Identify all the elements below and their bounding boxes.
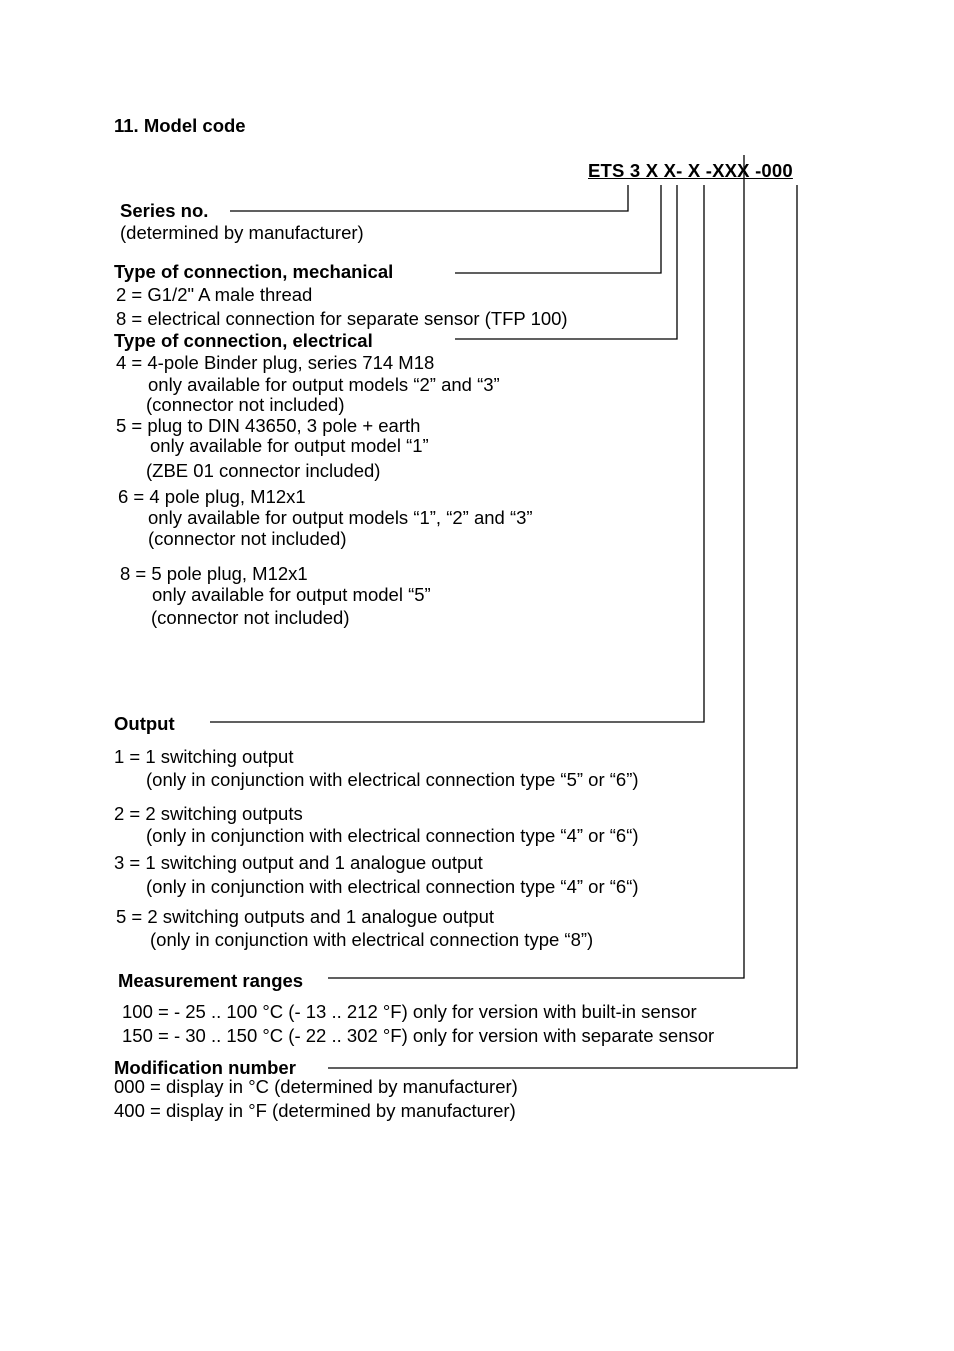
output-item-note: (only in conjunction with electrical connection type “4” or “6“) [146,825,639,846]
output-item-note: (only in conjunction with electrical connection type “5” or “6”) [146,769,639,790]
output-item-note: (only in conjunction with electrical connection type “4” or “6“) [146,876,639,897]
series-heading: Series no. [120,200,209,221]
electrical-item-code: 4 = 4-pole Binder plug, series 714 M18 [116,352,435,373]
electrical-item-note: (connector not included) [148,528,347,549]
ranges-heading: Measurement ranges [118,970,304,991]
electrical-item-note: only available for output model “5” [152,584,431,605]
series-note: (determined by manufacturer) [120,222,364,243]
output-item-note: (only in conjunction with electrical connection type “8”) [150,929,594,950]
ranges-item: 150 = - 30 .. 150 °C (- 22 .. 302 °F) only for version with separate sensor [122,1025,715,1046]
output-item-code: 5 = 2 switching outputs and 1 analogue output [116,906,494,927]
electrical-item-note: (connector not included) [151,607,350,628]
electrical-item-code: 5 = plug to DIN 43650, 3 pole + earth [116,415,421,436]
modification-heading: Modification number [114,1057,296,1078]
output-heading: Output [114,713,175,734]
mechanical-item: 2 = G1/2" A male thread [116,284,313,305]
series-connector [230,185,628,211]
modification-item: 400 = display in °F (determined by manufacturer) [114,1100,516,1121]
output-item-code: 2 = 2 switching outputs [114,803,303,824]
ranges-item: 100 = - 25 .. 100 °C (- 13 .. 212 °F) only for version with built-in sensor [122,1001,697,1022]
electrical-heading: Type of connection, electrical [114,330,373,351]
electrical-item-code: 6 = 4 pole plug, M12x1 [118,486,306,507]
modification-item: 000 = display in °C (determined by manufacturer) [114,1076,518,1097]
electrical-item-note: (ZBE 01 connector included) [146,460,381,481]
electrical-item-code: 8 = 5 pole plug, M12x1 [120,563,308,584]
mechanical-connector [455,185,661,273]
electrical-item-note: only available for output models “2” and “3” [148,374,500,395]
section-title: 11. Model code [114,115,246,136]
model-code: ETS 3 X X- X -XXX -000 [588,160,793,181]
electrical-item-note: only available for output models “1”, “2” and “3” [148,507,533,528]
electrical-item-note: only available for output model “1” [150,435,429,456]
mechanical-item: 8 = electrical connection for separate sensor (TFP 100) [116,308,568,329]
output-item-code: 1 = 1 switching output [114,746,294,767]
output-item-code: 3 = 1 switching output and 1 analogue output [114,852,483,873]
mechanical-heading: Type of connection, mechanical [114,261,394,282]
electrical-item-note: (connector not included) [146,394,345,415]
